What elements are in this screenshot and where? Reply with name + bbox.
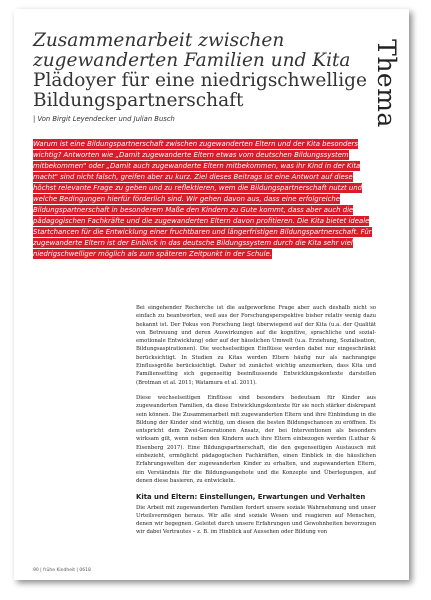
intro-abstract [33,139,375,260]
subtitle-line-2: Bildungspartnerschaft [33,90,244,111]
page-footer: 90 | frühe Kindheit | 0618 [33,568,91,573]
section-label [369,23,403,143]
body-paragraph-1: Bei eingehender Recherche ist die aufgeworfene Frage aber auch deshalb nicht so einfach zu beantworten, weil aus der Forschungsperspektive bisher relativ wenig dazu bekannt ist. Der Fokus von Forschung liegt überwiegend auf der Kita (u.a. der Qualität von Betreuung und deren Auswirkungen auf die kognitive, sprachliche und sozial-emotionale Entwicklung) oder auf der häuslichen Umwelt (u.a. Erziehung, Sozialisation, Bildungsaspirationen). Die wechselseitigen Einflüsse werden dabei nur eingeschränkt berücksichtigt. In Studien zu Kitas werden Eltern häufig nur als nachrangige Einflussgröße berücksichtigt. Daher ist zunächst wichtig anzumerken, dass Kita und Familiensetting sich gegenseitig beeinflussende Entwicklungskontexte darstellen (Brotman et al. 2011; Watamura et al. 2011). [136,305,376,386]
body-paragraph-3: Die Arbeit mit zugewanderten Familien fordert unsere soziale Wahrnehmung und unser Urteilsvermögen heraus. Wir alle sind soziale Wesen und reagieren auf Menschen, denen wir begegnen. Geleitet durch unsere Erfahrungen und Gewohnheiten bevorzugen wir dabei Vertrautes – z. B. im Hinblick auf Aussehen oder Bildung von [136,504,376,536]
section-heading: Kita und Eltern: Einstellungen, Erwartungen und Verhalten [136,493,366,502]
subtitle-line-1: Plädoyer für eine niedrigschwellige [33,70,367,91]
intro-highlighted-text: Warum ist eine Bildungspartnerschaft zwischen zugewanderten Eltern und der Kita besonders wichtig? Antworten wie „Damit zugewanderte Eltern etwas vom deutschen Bildungssystem mitbekommen" oder „Damit auch zugewanderte Eltern mitbekommen, was ihr Kind in der Kita macht" sind nicht falsch, greifen aber zu kurz. Ziel dieses Beitrags ist eine Antwort auf diese höchst relevante Frage zu geben und zu reflektieren, wem die Bildungspartnerschaft nutzt und welche Bedingungen hierfür förderlich sind. Wir gehen davon aus, dass eine erfolgreiche Bildungspartnerschaft in besonderem Maße den Kindern zu Gute kommt, dass aber auch die pädagogischen Fachkräfte und die zugewanderten Eltern davon profitieren. Die Kita bietet ideale Startchancen für die Entwicklung einer fruchtbaren und längerfristigen Bildungspartnerschaft. Für zugewanderte Eltern ist der Einblick in das deutsche Bildungssystem durch die Kita sehr viel niedrigschwelliger möglich als zum späteren Zeitpunkt in der Schule. [33,140,372,258]
document-page [14,9,409,580]
authors-byline: | Von Birgit Leyendecker und Julian Busch [33,115,175,123]
section-label-text: Thema [371,38,401,128]
body-column [136,304,376,544]
title-line-1: Zusammenarbeit zwischen [33,30,285,51]
body-paragraph-2: Diese wechselseitigen Einflüsse sind besonders bedeutsam für Kinder aus zugewanderten Familien, da diese Entwicklungskontexte für sie noch stärker diskrepant sein können. Die Zusammenarbeit mit zugewanderten Eltern und ihre Einbindung in die Bildung der Kinder sind wichtig, um diesen die besten Bildungschancen zu eröffnen. Es entspricht dem Zwei-Generationen Ansatz, der bei Interventionen als besonders wirksam gilt, wenn neben den Kindern auch ihre Eltern einbezogen werden (Luthar & Eisenberg 2017). Eine Bildungspartnerschaft, die den gegenseitigen Austausch mit einbezieht, ermöglicht pädagogischen Fachkräften, einen Einblick in die häuslichen Erfahrungswelten der zugewanderten Kinder zu erhalten, und zugewanderten Eltern, ein Verständnis für die Bildungsangebote und die Konzepte und Überlegungen, auf denen diese basieren, zu entwickeln. [136,394,376,484]
title-line-2: zugewanderten Familien und Kita [33,50,351,71]
article-header [33,30,367,123]
